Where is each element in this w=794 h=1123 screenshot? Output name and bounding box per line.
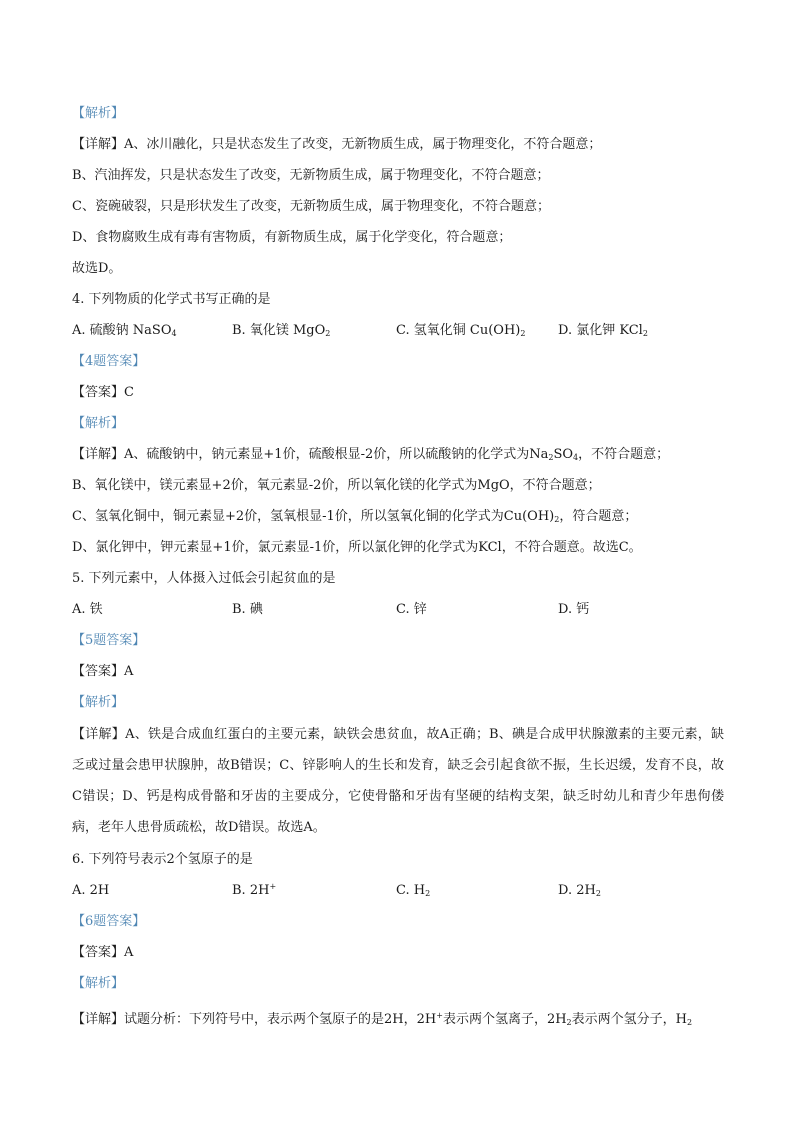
subscript: 2 <box>686 1018 693 1027</box>
subscript: 2 <box>520 329 526 338</box>
q6-answer-heading: 【6题答案】 <box>72 914 146 929</box>
subscript: 2 <box>554 515 560 524</box>
q5-detail <box>72 719 724 843</box>
answer-tag: 【答案】 <box>72 664 125 679</box>
q4-answer <box>72 385 134 401</box>
q5-option-b: B. 碘 <box>232 602 263 617</box>
q5-detail-text: A、铁是合成血红蛋白的主要元素，缺铁会患贫血，故A正确；B、碘是合成甲状腺激素的主要元素，缺乏或过量会患甲状腺肿，故B错误；C、锌影响人的生长和发育，缺乏会引起食欲不振，生长迟缓，发育不良，故C错误；D、钙是构成骨骼和牙齿的主要成分，它使骨骼和牙齿有坚硬的结构支架，缺乏时幼儿和青少年患佝偻病，老年人患骨质疏松，故D错误。故选A。 <box>72 727 724 835</box>
formula: NaSO <box>132 323 172 338</box>
q3-detail-b: B、汽油挥发，只是状态发生了改变，无新物质生成，属于物理变化，不符合题意； <box>72 168 550 183</box>
q4-answer-heading: 【4题答案】 <box>72 354 146 369</box>
q4-option-d <box>558 323 648 339</box>
detail-tag: 【详解】 <box>72 1012 125 1027</box>
q4-question: 4. 下列物质的化学式书写正确的是 <box>72 292 271 307</box>
q4-detail-c <box>72 509 637 525</box>
q4-detail-a <box>72 447 669 463</box>
q6-analysis-heading: 【解析】 <box>72 976 125 991</box>
text: ，符合题意； <box>559 509 638 524</box>
superscript: + <box>269 882 277 891</box>
text: A、硫酸钠中，钠元素显+1价，硫酸根显-2价，所以硫酸钠的化学式为Na <box>124 447 549 462</box>
text: ，不符合题意； <box>578 447 670 462</box>
q3-detail-a-text: A、冰川融化，只是状态发生了改变，无新物质生成，属于物理变化，不符合题意； <box>124 137 602 152</box>
q6-detail <box>72 1012 692 1028</box>
answer-tag: 【答案】 <box>72 945 125 960</box>
option-label: C. 氢氧化铜 <box>396 323 470 338</box>
q3-detail-d: D、食物腐败生成有毒有害物质，有新物质生成，属于化学变化，符合题意； <box>72 230 512 245</box>
q5-answer <box>72 664 133 680</box>
subscript: 4 <box>171 329 177 338</box>
answer-value: A <box>124 945 134 960</box>
formula: MgO <box>292 323 326 338</box>
q3-detail-c: C、瓷碗破裂，只是形状发生了改变，无新物质生成，属于物理变化，不符合题意； <box>72 199 550 214</box>
answer-value: A <box>124 664 134 679</box>
detail-tag: 【详解】 <box>72 447 125 462</box>
option-label: D. 氯化钾 <box>558 323 620 338</box>
subscript: 2 <box>548 453 554 462</box>
q5-answer-heading: 【5题答案】 <box>72 633 146 648</box>
q4-option-c <box>396 323 525 339</box>
q5-option-a: A. 铁 <box>72 602 103 617</box>
text: B. 2H <box>232 883 270 898</box>
q4-detail-d: D、氯化钾中，钾元素显+1价，氯元素显-1价，所以氯化钾的化学式为KCl，不符合题意。故选C。 <box>72 540 642 555</box>
q3-conclusion: 故选D。 <box>72 261 122 276</box>
q5-option-d: D. 钙 <box>558 602 590 617</box>
q6-question: 6. 下列符号表示2个氢原子的是 <box>72 852 253 867</box>
q6-option-d <box>558 883 601 899</box>
option-label: A. 硫酸钠 <box>72 323 133 338</box>
superscript: + <box>436 1011 443 1020</box>
text: C. H <box>396 883 426 898</box>
analysis-heading: 【解析】 <box>72 106 125 121</box>
detail-tag: 【详解】 <box>72 137 125 152</box>
option-label: B. 氧化镁 <box>232 323 293 338</box>
subscript: 2 <box>566 1018 572 1027</box>
q6-option-b <box>232 883 276 899</box>
q5-question: 5. 下列元素中，人体摄入过低会引起贫血的是 <box>72 571 336 586</box>
text: 表示两个氢分子，H <box>571 1012 687 1027</box>
q5-analysis-heading: 【解析】 <box>72 695 125 710</box>
formula: Cu(OH) <box>469 323 521 338</box>
q4-option-a <box>72 323 177 339</box>
q4-option-b <box>232 323 330 339</box>
answer-value: C <box>124 385 134 400</box>
formula: KCl <box>619 323 643 338</box>
subscript: 2 <box>325 329 331 338</box>
text: SO <box>553 447 574 462</box>
q4-analysis-heading: 【解析】 <box>72 416 125 431</box>
text: 表示两个氢离子，2H <box>442 1012 567 1027</box>
q6-answer <box>72 945 133 961</box>
detail-tag: 【详解】 <box>72 727 126 742</box>
q4-detail-b: B、氧化镁中，镁元素显+2价，氧元素显-2价，所以氧化镁的化学式为MgO，不符合题意； <box>72 478 601 493</box>
subscript: 2 <box>425 889 431 898</box>
subscript: 2 <box>642 329 648 338</box>
subscript: 4 <box>573 453 579 462</box>
q6-option-a: A. 2H <box>72 883 110 898</box>
q6-option-c <box>396 883 430 899</box>
answer-tag: 【答案】 <box>72 385 125 400</box>
text: D. 2H <box>558 883 596 898</box>
q5-option-c: C. 锌 <box>396 602 427 617</box>
text: C、氢氧化铜中，铜元素显+2价，氢氧根显-1价，所以氢氧化铜的化学式为Cu(OH) <box>72 509 555 524</box>
subscript: 2 <box>595 889 601 898</box>
q3-detail-a <box>72 137 601 153</box>
text: 试题分析：下列符号中，表示两个氢原子的是2H，2H <box>124 1012 437 1027</box>
